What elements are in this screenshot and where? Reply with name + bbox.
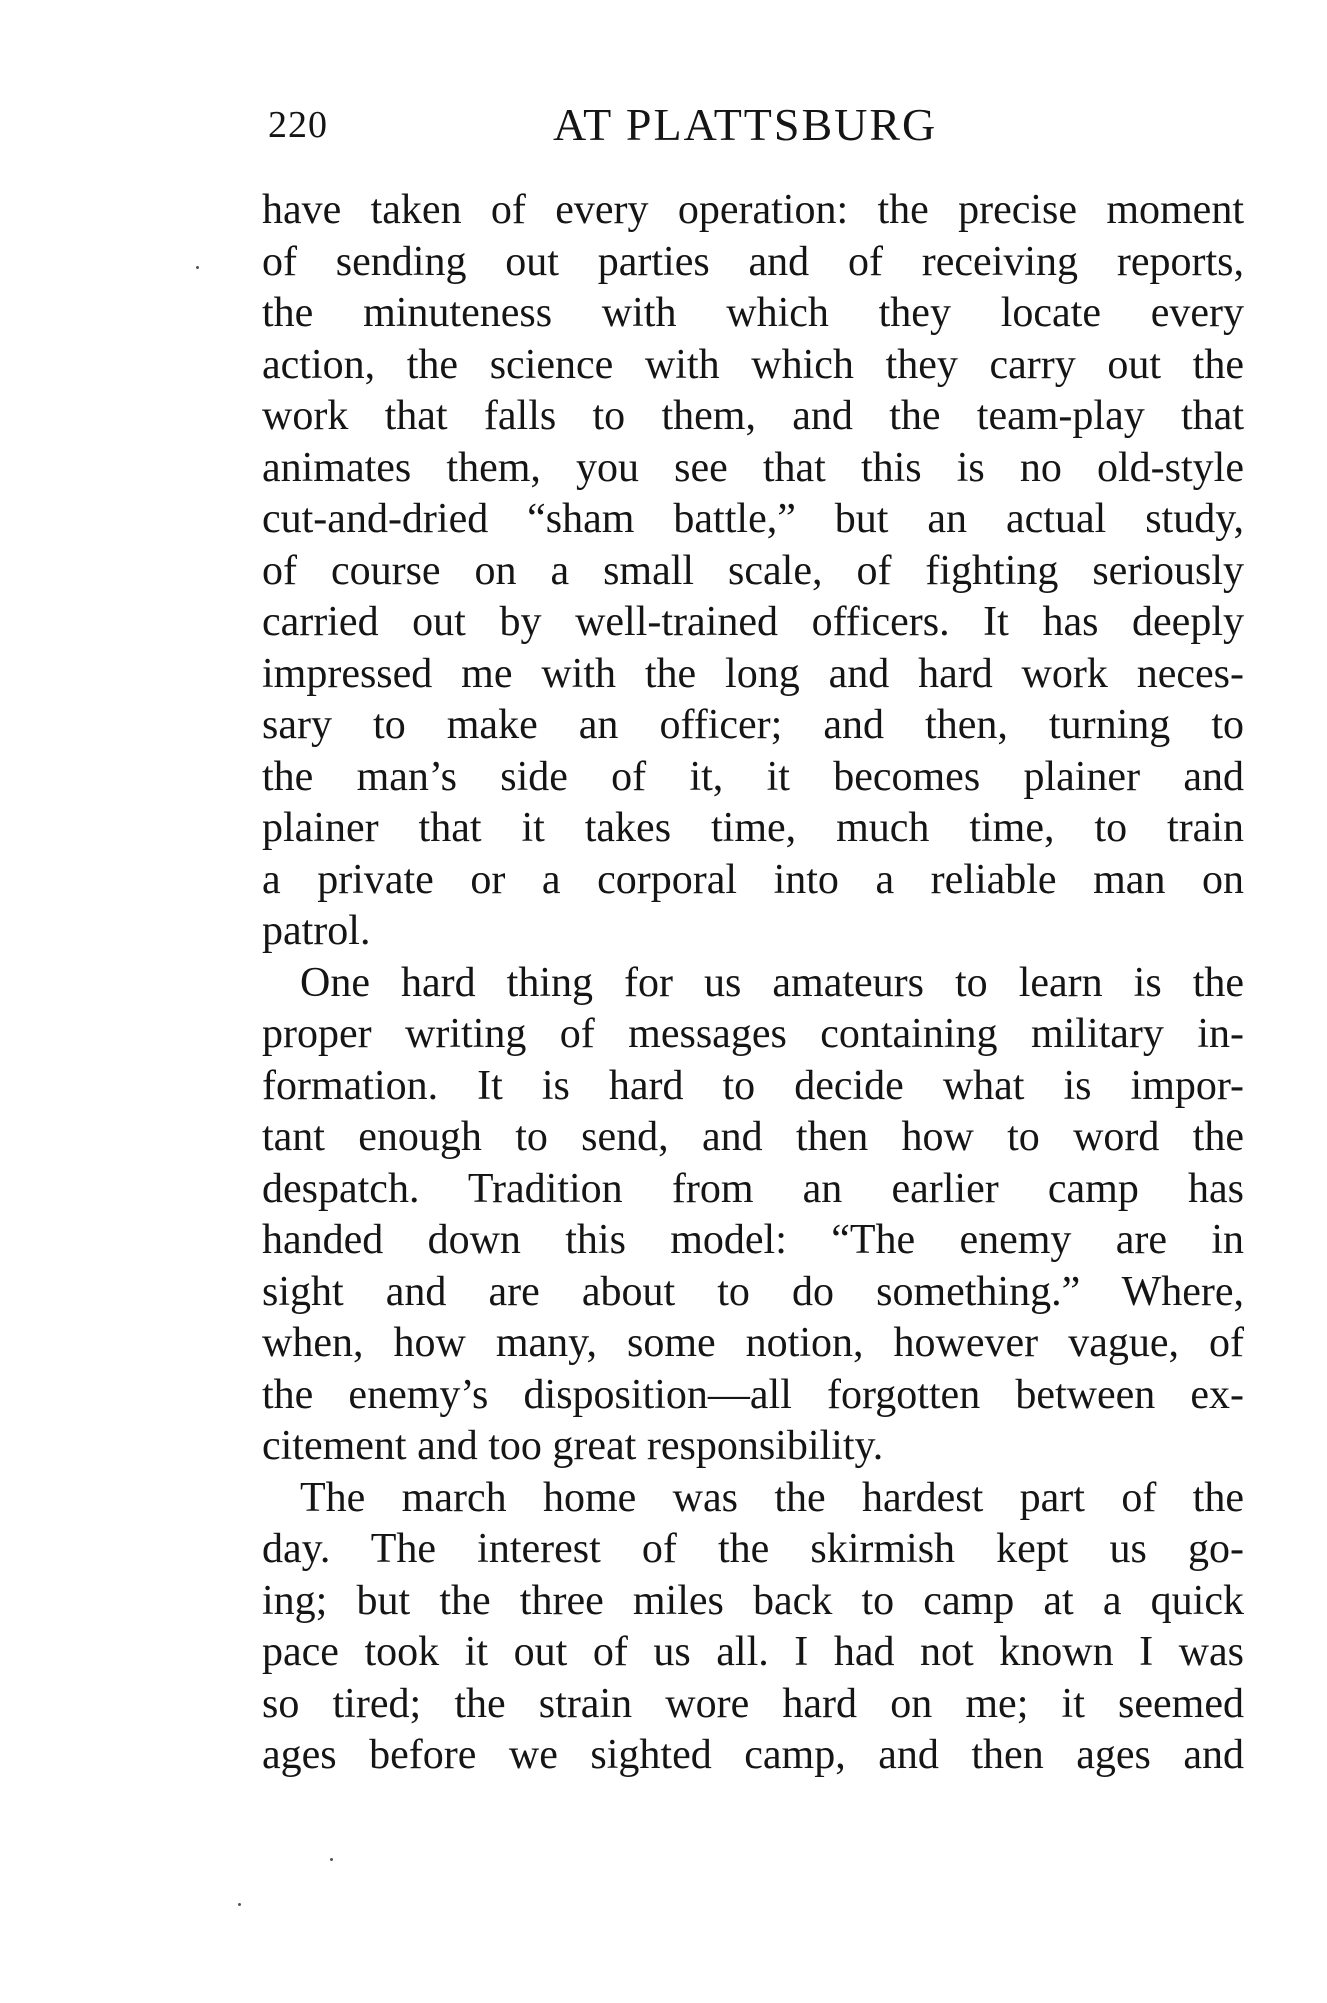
text-line: The march home was the hardest part of the bbox=[300, 1474, 1244, 1521]
text-line: day. The interest of the skirmish kept us go- bbox=[262, 1526, 1244, 1572]
paper-speck bbox=[238, 1903, 241, 1906]
paper-speck bbox=[330, 1858, 333, 1861]
running-head bbox=[268, 95, 1268, 155]
text-line: when, how many, some notion, however vague, of bbox=[262, 1320, 1244, 1366]
text-line: action, the science with which they carry out the bbox=[262, 341, 1244, 388]
text-line: formation. It is hard to decide what is impor- bbox=[262, 1062, 1244, 1109]
text-line: ing; but the three miles back to camp at a quick bbox=[262, 1577, 1244, 1624]
text-line: a private or a corporal into a reliable man on bbox=[262, 856, 1244, 903]
text-line: animates them, you see that this is no old-style bbox=[262, 444, 1244, 491]
running-title: AT PLATTSBURG bbox=[553, 99, 938, 150]
text-line: plainer that it takes time, much time, to train bbox=[262, 805, 1244, 851]
text-line: One hard thing for us amateurs to learn is the bbox=[300, 959, 1244, 1006]
text-line: so tired; the strain wore hard on me; it seemed bbox=[262, 1680, 1244, 1727]
text-line: cut-and-dried “sham battle,” but an actual study, bbox=[262, 496, 1244, 542]
text-line: have taken of every operation: the precise moment bbox=[262, 187, 1244, 233]
text-line: carried out by well-trained officers. It has deeply bbox=[262, 599, 1244, 645]
paper-speck bbox=[196, 266, 199, 269]
page-number: 220 bbox=[268, 104, 328, 146]
text-line: work that falls to them, and the team-play that bbox=[262, 393, 1244, 439]
body-text bbox=[262, 185, 1244, 1782]
text-line: impressed me with the long and hard work neces- bbox=[262, 650, 1244, 697]
text-line: handed down this model: “The enemy are in bbox=[262, 1217, 1244, 1263]
text-line: sight and are about to do something.” Where, bbox=[262, 1268, 1244, 1315]
text-line: tant enough to send, and then how to word the bbox=[262, 1114, 1244, 1160]
text-line: despatch. Tradition from an earlier camp has bbox=[262, 1165, 1244, 1212]
text-line: the minuteness with which they locate every bbox=[262, 290, 1244, 336]
text-line: the man’s side of it, it becomes plainer and bbox=[262, 753, 1244, 800]
text-line: the enemy’s disposition—all forgotten between ex- bbox=[262, 1371, 1244, 1418]
text-line: proper writing of messages containing military in- bbox=[262, 1011, 1244, 1057]
text-line: patrol. bbox=[262, 908, 371, 954]
text-line: of course on a small scale, of fighting seriously bbox=[262, 547, 1244, 594]
text-line: of sending out parties and of receiving reports, bbox=[262, 238, 1244, 285]
text-line: sary to make an officer; and then, turning to bbox=[262, 702, 1244, 748]
text-line: ages before we sighted camp, and then ages and bbox=[262, 1732, 1244, 1778]
text-line: pace took it out of us all. I had not known I was bbox=[262, 1629, 1244, 1675]
text-line: citement and too great responsibility. bbox=[262, 1423, 884, 1469]
